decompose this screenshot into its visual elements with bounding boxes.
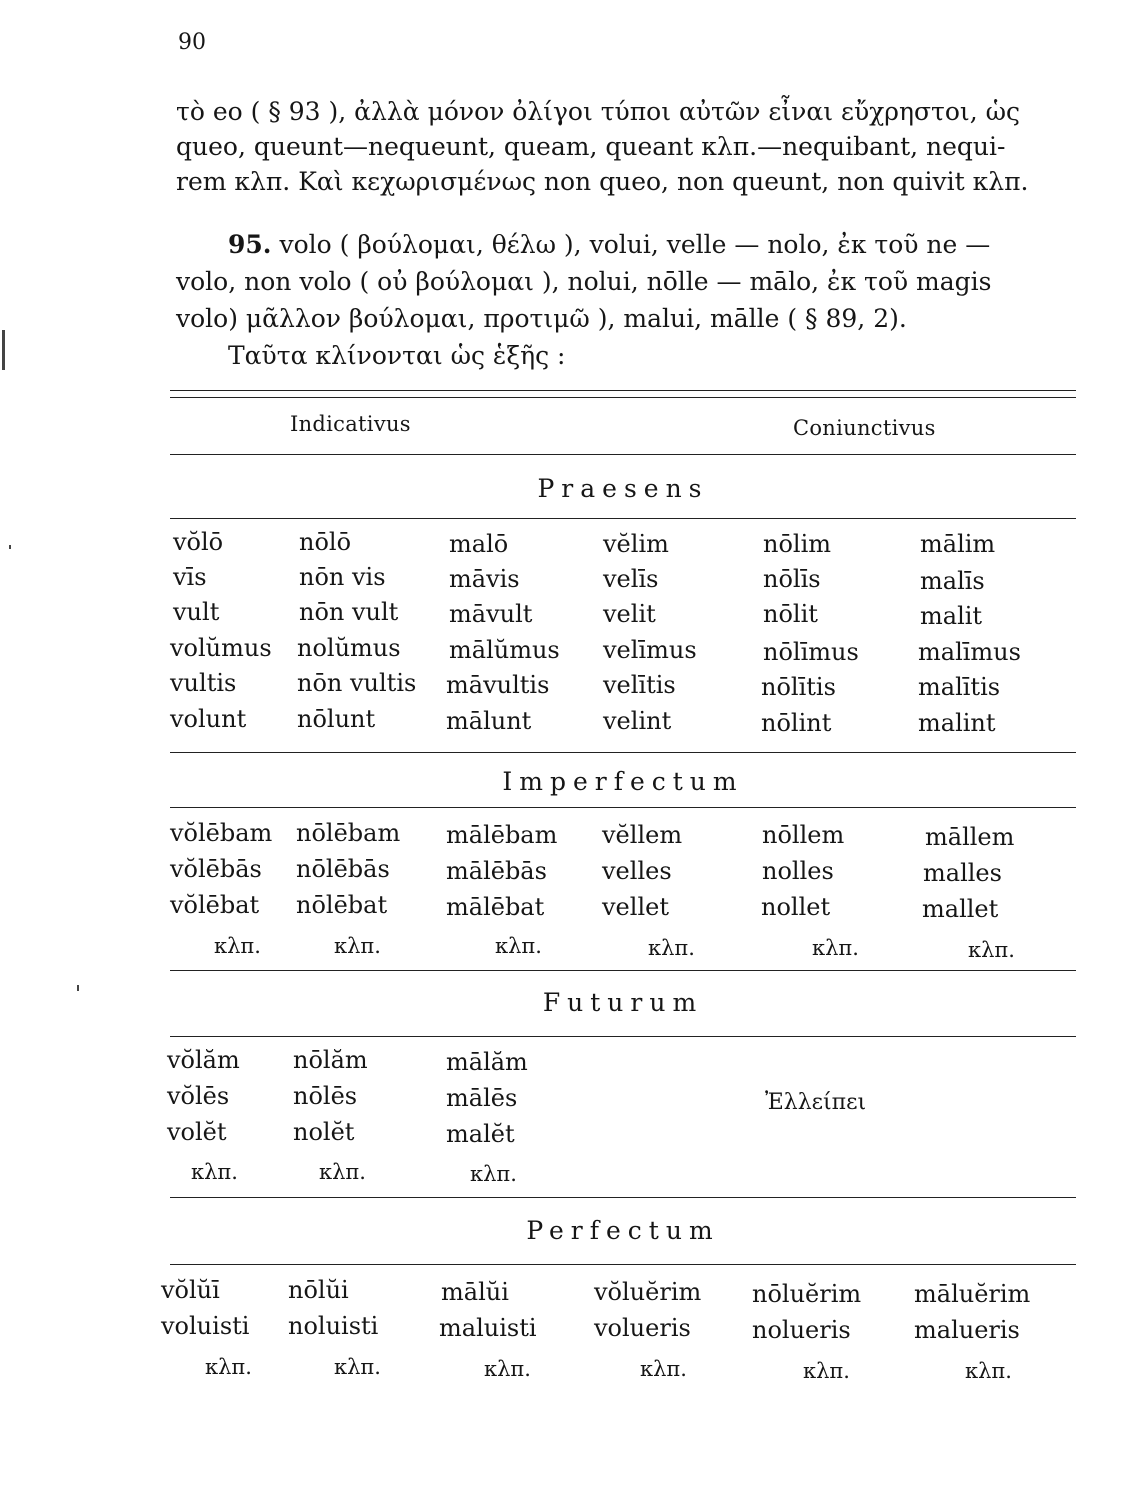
conj-form: malĕt bbox=[446, 1120, 515, 1148]
conj-form: vult bbox=[173, 598, 220, 626]
conj-form: nollet bbox=[761, 893, 831, 921]
conj-form: mālăm bbox=[446, 1048, 528, 1076]
conj-form: nolŭmus bbox=[297, 634, 401, 662]
etc-label: κλπ. bbox=[334, 934, 381, 958]
conj-form: malueris bbox=[914, 1316, 1020, 1344]
conj-form: noluisti bbox=[288, 1312, 379, 1340]
etc-label: κλπ. bbox=[191, 1160, 238, 1184]
scan-mark bbox=[9, 545, 11, 549]
conj-form: nōlint bbox=[761, 709, 832, 737]
conj-form: nōlō bbox=[299, 528, 352, 556]
scan-mark bbox=[77, 985, 79, 991]
conj-form: velītis bbox=[603, 671, 676, 699]
conj-form: nōluĕrim bbox=[752, 1280, 862, 1308]
conj-form: mālunt bbox=[446, 707, 532, 735]
table-rule bbox=[170, 1036, 1076, 1037]
conj-form: vŏlēbam bbox=[170, 819, 273, 847]
conj-form: mālēbat bbox=[446, 893, 545, 921]
conj-form: nōn vult bbox=[299, 598, 399, 626]
conj-form: nōn vis bbox=[299, 563, 386, 591]
conj-form: mālŭi bbox=[441, 1278, 509, 1306]
conj-form: vŏlēbat bbox=[170, 891, 260, 919]
conj-form: nōlăm bbox=[293, 1046, 368, 1074]
table-rule bbox=[170, 807, 1076, 808]
conj-form: velint bbox=[603, 707, 672, 735]
conj-form: nōlītis bbox=[761, 673, 836, 701]
section-title-perfectum: Perfectum bbox=[526, 1216, 720, 1245]
intro-line: τὸ eo ( § 93 ), ἀλλὰ μόνον ὀλίγοι τύποι αὐτῶν εἶναι εὔχρηστοι, ὡς bbox=[176, 97, 1020, 126]
paragraph-line: Ταῦτα κλίνονται ὡς ἑξῆς : bbox=[228, 341, 566, 370]
conj-form: nolueris bbox=[752, 1316, 851, 1344]
intro-line: rem κλπ. Καὶ κεχωρισμένως non queo, non queunt, non quivit κλπ. bbox=[176, 167, 1029, 196]
conj-form: māvis bbox=[449, 565, 520, 593]
conj-form: nōlēbās bbox=[296, 855, 390, 883]
conj-form: malō bbox=[449, 530, 509, 558]
etc-label: κλπ. bbox=[495, 934, 542, 958]
conj-form: malit bbox=[920, 602, 983, 630]
conj-form: nōlīs bbox=[763, 565, 821, 593]
conj-form: malint bbox=[918, 709, 996, 737]
etc-label: κλπ. bbox=[965, 1359, 1012, 1383]
table-rule bbox=[170, 752, 1076, 753]
paragraph-first-line bbox=[228, 229, 1078, 261]
intro-line: queo, queunt—nequeunt, queam, queant κλπ.—nequibant, nequi- bbox=[176, 132, 1006, 161]
paragraph-text: volo ( βούλομαι, θέλω ), volui, velle — nolo, ἐκ τοῦ ne — bbox=[271, 230, 991, 259]
conj-form: mallet bbox=[922, 895, 999, 923]
conj-form: māllem bbox=[925, 823, 1015, 851]
conj-form: mālēs bbox=[446, 1084, 518, 1112]
conj-form: volŭmus bbox=[170, 634, 272, 662]
conj-form: volueris bbox=[594, 1314, 691, 1342]
conj-form: mālim bbox=[920, 530, 996, 558]
conj-form: nōlŭi bbox=[288, 1276, 349, 1304]
conj-form: vĕlim bbox=[603, 530, 669, 558]
etc-label: κλπ. bbox=[812, 936, 859, 960]
conj-form: nōlunt bbox=[297, 705, 376, 733]
conj-form: velīs bbox=[603, 565, 659, 593]
table-rule bbox=[170, 518, 1076, 519]
conj-form: vŏlēs bbox=[167, 1082, 230, 1110]
conj-form: nōllem bbox=[762, 821, 845, 849]
header-indicative: Indicativus bbox=[290, 412, 411, 436]
conj-form: māvult bbox=[449, 600, 533, 628]
conj-form: nōlēbat bbox=[296, 891, 388, 919]
conj-form: mālēbās bbox=[446, 857, 547, 885]
conj-form: volĕt bbox=[167, 1118, 227, 1146]
conj-form: vīs bbox=[173, 563, 207, 591]
paragraph-line: volo, non volo ( οὐ βούλομαι ), nolui, nōlle — mālo, ἐκ τοῦ magis bbox=[176, 267, 992, 296]
conj-form: mālēbam bbox=[446, 821, 558, 849]
section-title-praesens: Praesens bbox=[537, 474, 709, 503]
conj-form: māvultis bbox=[446, 671, 550, 699]
table-rule bbox=[170, 1264, 1076, 1265]
conj-form: nōlit bbox=[763, 600, 818, 628]
etc-label: κλπ. bbox=[470, 1162, 517, 1186]
conj-form: nōlim bbox=[763, 530, 832, 558]
conj-form: nolles bbox=[762, 857, 834, 885]
table-rule bbox=[170, 970, 1076, 971]
conj-form: nolĕt bbox=[293, 1118, 355, 1146]
conj-form: voluisti bbox=[161, 1312, 250, 1340]
conj-form: māluĕrim bbox=[914, 1280, 1031, 1308]
etc-label: κλπ. bbox=[968, 938, 1015, 962]
table-rule bbox=[170, 454, 1076, 455]
conj-form: vultis bbox=[170, 669, 237, 697]
conj-form: vĕllem bbox=[602, 821, 683, 849]
conj-form: malītis bbox=[918, 673, 1001, 701]
etc-label: κλπ. bbox=[334, 1355, 381, 1379]
section-title-imperfectum: Imperfectum bbox=[502, 767, 744, 796]
conj-form: maluisti bbox=[439, 1314, 537, 1342]
conj-form: velles bbox=[602, 857, 672, 885]
page-number: 90 bbox=[178, 30, 206, 55]
table-rule bbox=[170, 390, 1076, 391]
conj-form: malīs bbox=[920, 567, 985, 595]
conj-form: vellet bbox=[602, 893, 669, 921]
conj-form: vŏlō bbox=[173, 528, 224, 556]
conj-form: nōlēbam bbox=[296, 819, 401, 847]
futurum-lacking-note: Ἐλλείπει bbox=[765, 1090, 867, 1115]
conj-form: vŏlēbās bbox=[170, 855, 262, 883]
conj-form: vŏlăm bbox=[167, 1046, 240, 1074]
section-title-futurum: Futurum bbox=[542, 988, 704, 1017]
conj-form: volunt bbox=[170, 705, 247, 733]
conj-form: nōlīmus bbox=[763, 638, 859, 666]
conj-form: malles bbox=[923, 859, 1002, 887]
etc-label: κλπ. bbox=[214, 934, 261, 958]
conj-form: mālŭmus bbox=[449, 636, 560, 664]
etc-label: κλπ. bbox=[648, 936, 695, 960]
conj-form: nōlēs bbox=[293, 1082, 358, 1110]
header-subjunctive: Coniunctivus bbox=[793, 416, 936, 440]
etc-label: κλπ. bbox=[640, 1357, 687, 1381]
table-rule bbox=[170, 1197, 1076, 1198]
etc-label: κλπ. bbox=[205, 1355, 252, 1379]
scan-mark bbox=[2, 330, 5, 370]
conj-form: malīmus bbox=[918, 638, 1021, 666]
etc-label: κλπ. bbox=[484, 1357, 531, 1381]
paragraph-line: volo) μᾶλλον βούλομαι, προτιμῶ ), malui, mālle ( § 89, 2). bbox=[176, 304, 907, 333]
table-rule bbox=[170, 397, 1076, 398]
etc-label: κλπ. bbox=[803, 1359, 850, 1383]
paragraph-number: 95. bbox=[228, 230, 272, 259]
conj-form: nōn vultis bbox=[297, 669, 417, 697]
conj-form: velīmus bbox=[603, 636, 697, 664]
etc-label: κλπ. bbox=[319, 1160, 366, 1184]
conj-form: vŏluĕrim bbox=[594, 1278, 702, 1306]
conj-form: velit bbox=[603, 600, 656, 628]
conj-form: vŏlŭī bbox=[161, 1276, 220, 1304]
